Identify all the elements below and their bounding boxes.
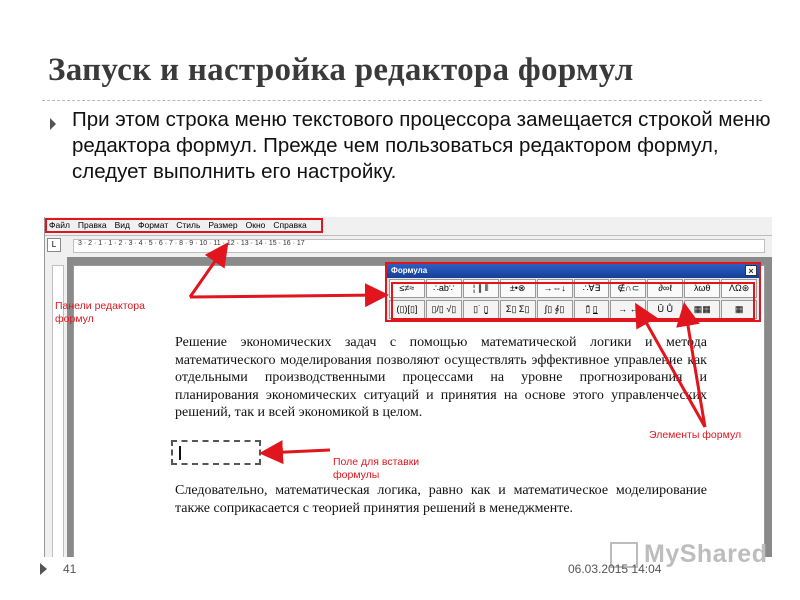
fences-template-button[interactable]: (▯)[▯] [389,300,425,319]
tab-stop-selector[interactable]: L [47,238,61,252]
callout-elements [649,429,741,442]
horizontal-ruler[interactable] [73,239,765,253]
ruler-marks: 3 · 2 · 1 · 1 · 2 · 3 · 4 · 5 · 6 · 7 · 8 · 9 · 10 · 11 · 12 · 13 · 14 · 15 · 16 · 17 [78,240,305,247]
embellishments-palette-button[interactable]: ¦ ∥ ⦀ [463,279,499,298]
menu-view[interactable]: Вид [114,220,131,230]
text-cursor [179,446,181,460]
subscript-template-button[interactable]: ▯˙ ▯̱ [463,300,499,319]
callout-elements-text: Элементы формул [649,429,742,441]
spaces-palette-button[interactable]: ∴ab∵ [426,279,462,298]
slide-paragraph: При этом строка меню текстового процессора замещается строкой меню редактора формул. Прежде чем пользоваться редактором формул, следует выполнить его настройку. [72,108,771,183]
formula-toolbar-title: Формула [391,266,428,275]
relations-palette-button[interactable]: ≤≠≈ [389,279,425,298]
formula-insert-field[interactable] [171,440,261,465]
document-paragraph-2: Следовательно, математическая логика, равно как и математическое моделирование также соприкасается с теорией принятия решений в менеджменте. [175,483,707,516]
labeled-arrow-template-button[interactable]: → ← [610,300,646,319]
formula-toolbar-titlebar[interactable] [387,264,759,278]
page-number: 41 [63,562,77,576]
formula-toolbar [385,262,761,322]
overbar-template-button[interactable]: ▯̄ ▯̲ [574,300,610,319]
callout-toolbars [55,287,145,326]
misc-symbols-palette-button[interactable]: ∂∞ℓ [647,279,683,298]
arrows-palette-button[interactable]: →⇔↓ [537,279,573,298]
toolbar-highlight-box [391,282,755,320]
menu-highlight-box [45,218,323,233]
callout-toolbars-text: Панели редактора формул [55,300,145,325]
menu-size[interactable]: Размер [208,220,238,230]
title-divider [42,100,762,101]
menu-style[interactable]: Стиль [176,220,201,230]
greek-lower-palette-button[interactable]: λωθ [684,279,720,298]
document-paragraph-1: Решение экономических задач с помощью математической логики и метода математического моделирования позволяют осуществлять эффективное управление как отдельными производственными процессами на уровне прогнозирования и планирования экономических ситуаций и принятия на основе этого управленческих решений, так и всей экономикой в целом. [175,335,707,420]
editor-screenshot [44,217,772,557]
footer-bullet-icon [40,563,47,575]
integral-template-button[interactable]: ∫▯ ∮▯ [537,300,573,319]
slide-title: Запуск и настройка редактора формул [48,52,634,88]
callout-field-text: Поле для вставки формулы [333,456,420,481]
callout-field [333,443,419,482]
menu-window[interactable]: Окно [245,220,266,230]
menu-format[interactable]: Формат [138,220,169,230]
bullet-arrow-icon [50,118,56,130]
greek-upper-palette-button[interactable]: ΛΩ⊛ [721,279,757,298]
menu-file[interactable]: Файл [49,220,70,230]
menu-help[interactable]: Справка [273,220,307,230]
watermark-text: MyShared [644,540,768,568]
grid-template-button[interactable]: ▦ [721,300,757,319]
logic-palette-button[interactable]: ∴∀∃ [574,279,610,298]
fraction-radical-template-button[interactable]: ▯/▯ √▯ [426,300,462,319]
menu-separator [45,235,772,236]
slide-date: 06.03.2015 14:04 [568,562,662,576]
summation-template-button[interactable]: Σ▯ Σ▯ [500,300,536,319]
menu-edit[interactable]: Правка [77,220,107,230]
products-template-button[interactable]: Ū Ů [647,300,683,319]
operators-palette-button[interactable]: ±•⊗ [500,279,536,298]
set-theory-palette-button[interactable]: ∉∩⊂ [610,279,646,298]
close-icon[interactable]: × [745,265,757,276]
matrix-template-button[interactable]: ▦▦ [684,300,720,319]
